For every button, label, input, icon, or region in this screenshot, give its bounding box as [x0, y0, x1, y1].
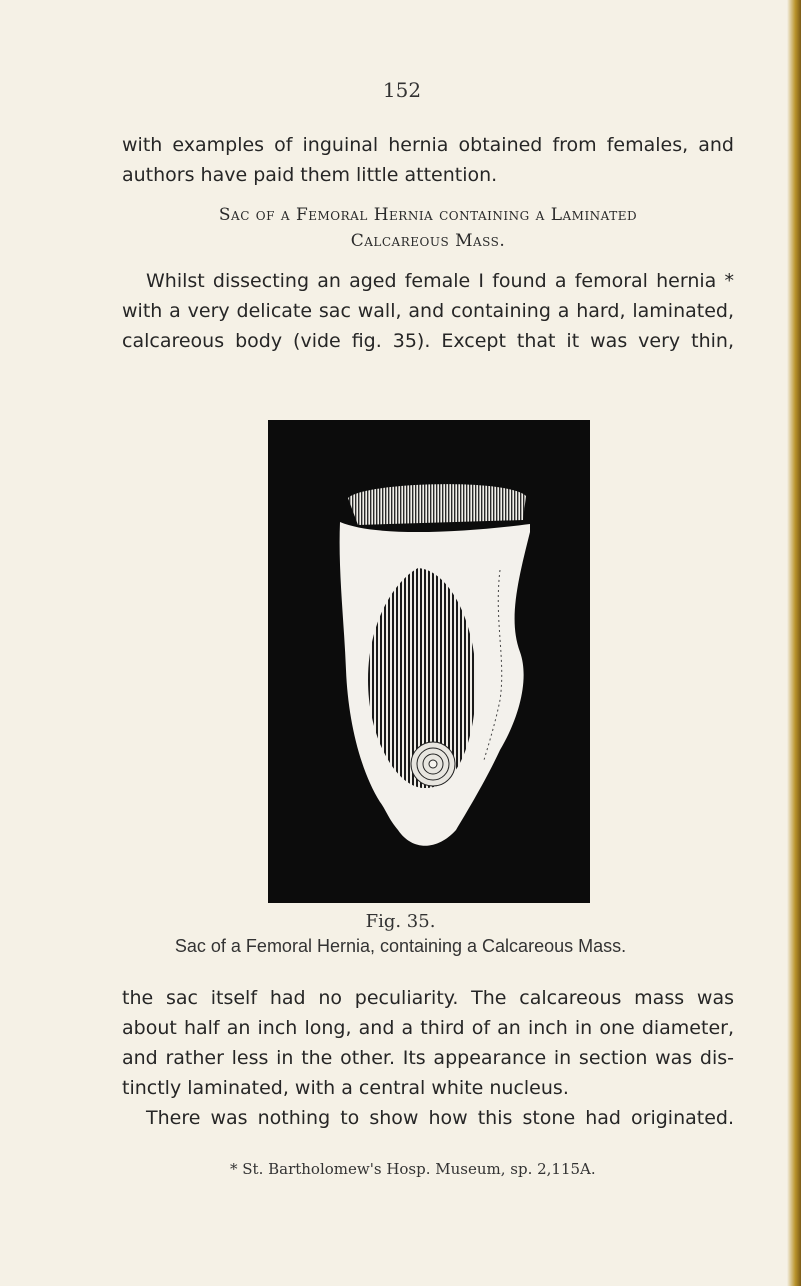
third-paragraph-line-4: tinctly laminated, with a central white nucleus.: [122, 1077, 569, 1099]
sac-neck-band: [348, 484, 526, 525]
figure-35-illustration: [268, 420, 590, 903]
section-heading: [122, 202, 734, 254]
third-paragraph-line-3: and rather less in the other. Its appearance in section was dis-: [122, 1047, 734, 1069]
second-paragraph-line-2: with a very delicate sac wall, and containing a hard, laminated,: [122, 300, 734, 322]
top-paragraph: [122, 130, 734, 190]
top-paragraph-line-1: with examples of inguinal hernia obtained from females, and: [122, 134, 734, 156]
section-heading-line-2: Calcareous Mass.: [350, 231, 506, 251]
top-paragraph-line-2: authors have paid them little attention.: [122, 164, 498, 186]
third-paragraph-line-1: the sac itself had no peculiarity. The calcareous mass was: [122, 987, 734, 1009]
page-edge-shadow: [787, 0, 801, 1286]
third-paragraph-line-2: about half an inch long, and a third of an inch in one diameter,: [122, 1017, 734, 1039]
third-paragraph-last-line: There was nothing to show how this stone had originated.: [146, 1107, 734, 1129]
hernia-sac-drawing: [268, 420, 590, 903]
figure-number: Fig. 35.: [365, 911, 436, 932]
section-heading-line-1: Sac of a Femoral Hernia containing a Laminated: [218, 205, 638, 225]
second-paragraph: [122, 266, 734, 356]
figure-caption: Sac of a Femoral Hernia, containing a Calcareous Mass.: [174, 936, 627, 956]
second-paragraph-line-3: calcareous body (vide fig. 35). Except that it was very thin,: [122, 330, 734, 352]
second-paragraph-line-1: Whilst dissecting an aged female I found a femoral hernia *: [146, 270, 734, 292]
third-paragraph: [122, 983, 734, 1133]
page-number: 152: [382, 78, 422, 102]
footnote: * St. Bartholomew's Hosp. Museum, sp. 2,115A.: [230, 1160, 596, 1178]
